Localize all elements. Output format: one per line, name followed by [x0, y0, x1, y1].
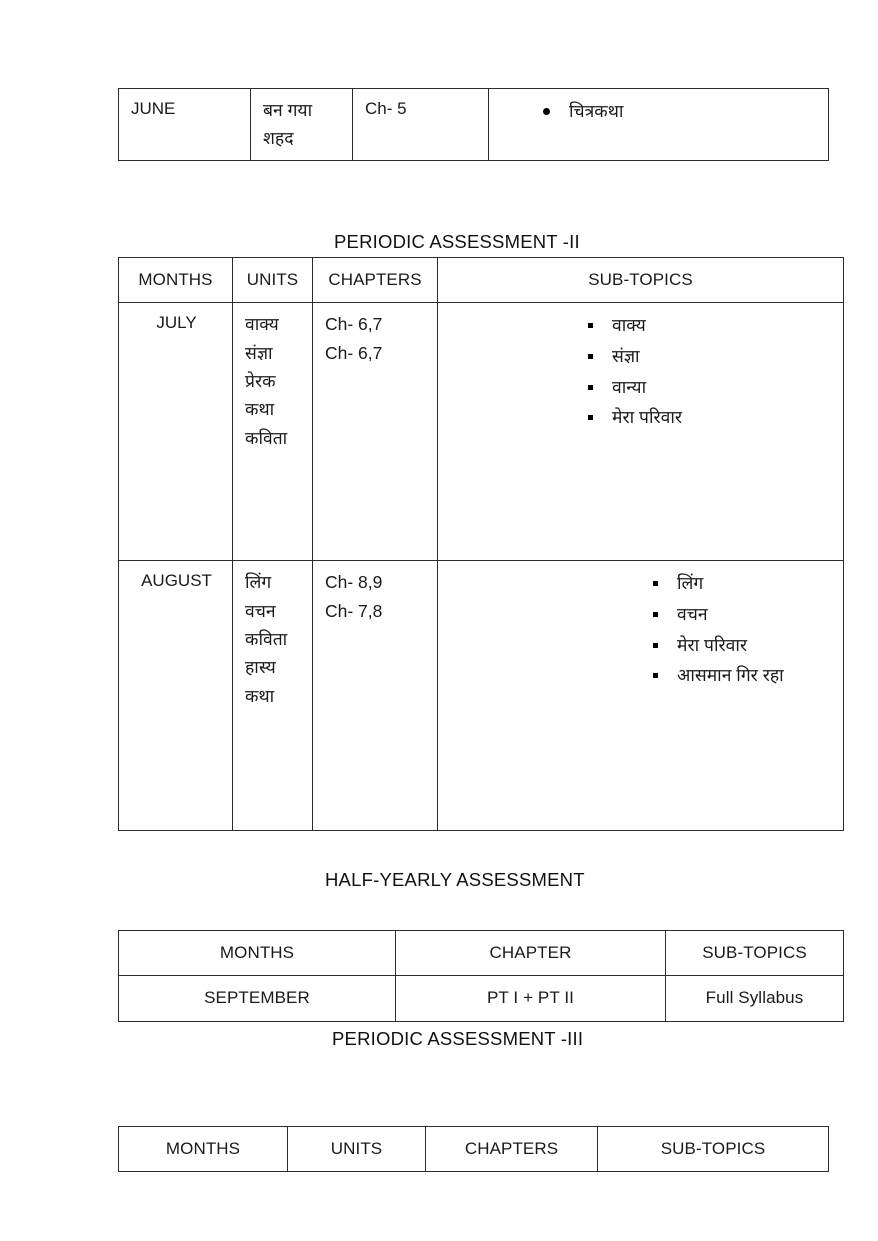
- june-unit-line: बन गया: [263, 100, 313, 120]
- periodic-assessment-2-title: PERIODIC ASSESSMENT -II: [334, 231, 580, 252]
- june-unit-line: शहद: [263, 128, 294, 149]
- july-chapter-line: Ch- 6,7: [325, 342, 383, 363]
- list-item: वचन: [643, 599, 843, 630]
- august-unit-line: लिंग: [245, 572, 272, 593]
- june-month-label: JUNE: [131, 99, 176, 118]
- july-month-label: JULY: [156, 313, 197, 333]
- july-chapter-line: Ch- 6,7: [325, 314, 383, 335]
- table-row: [119, 89, 829, 161]
- table-row: [119, 303, 844, 561]
- july-unit-line: संज्ञा: [245, 342, 273, 363]
- july-month-cell: [119, 303, 233, 561]
- half-yearly-table: [118, 930, 844, 1022]
- list-item: लिंग: [643, 568, 843, 599]
- september-month-cell: SEPTEMBER: [119, 976, 396, 1021]
- august-chapters-list: [313, 561, 437, 632]
- june-chapter-line: Ch- 5: [365, 99, 407, 118]
- list-item: चित्रकथा: [535, 96, 828, 127]
- june-units-list: [251, 89, 352, 160]
- pa3-header-chapters: CHAPTERS: [426, 1127, 598, 1172]
- july-units-cell: [233, 303, 313, 561]
- august-month-label: AUGUST: [141, 571, 212, 591]
- pa2-header-row: [119, 258, 844, 303]
- august-unit-line: हास्य: [245, 657, 276, 678]
- july-subtopics-cell: [438, 303, 844, 561]
- periodic-assessment-2-table: [118, 257, 844, 831]
- list-item: संज्ञा: [578, 341, 843, 372]
- table-row: [119, 976, 844, 1021]
- june-month-cell: [119, 89, 251, 161]
- july-units-list: [233, 303, 312, 459]
- august-chapter-line: Ch- 8,9: [325, 572, 383, 593]
- august-subtopics-wrap: [438, 561, 843, 698]
- august-units-list: [233, 561, 312, 717]
- pa3-header-months: MONTHS: [119, 1127, 288, 1172]
- half-yearly-header-row: [119, 931, 844, 976]
- june-subtopics-cell: [489, 89, 829, 161]
- pa2-header-units: UNITS: [233, 258, 313, 303]
- list-item: मेरा परिवार: [643, 630, 843, 661]
- august-subtopics-list: [643, 568, 843, 691]
- table-row: [119, 561, 844, 831]
- july-chapters-list: [313, 303, 437, 374]
- half-yearly-header-months: MONTHS: [119, 931, 396, 976]
- august-unit-line: कविता: [245, 629, 288, 650]
- pa3-header-row: [119, 1127, 829, 1172]
- august-subtopics-cell: [438, 561, 844, 831]
- june-table: [118, 88, 829, 161]
- list-item: आसमान गिर रहा: [643, 660, 843, 691]
- september-subtopics-cell: Full Syllabus: [666, 976, 844, 1021]
- july-unit-line: वाक्य: [245, 314, 279, 335]
- list-item: वान्या: [578, 372, 843, 403]
- july-subtopics-wrap: [438, 303, 843, 440]
- periodic-assessment-3-title: PERIODIC ASSESSMENT -III: [332, 1028, 584, 1049]
- pa2-header-months: MONTHS: [119, 258, 233, 303]
- july-subtopics-list: [578, 310, 843, 433]
- pa3-header-subtopics: SUB-TOPICS: [598, 1127, 829, 1172]
- half-yearly-header-chapter: CHAPTER: [396, 931, 666, 976]
- pa3-header-units: UNITS: [288, 1127, 426, 1172]
- august-unit-line: कथा: [245, 685, 275, 706]
- july-chapters-cell: [313, 303, 438, 561]
- list-item: मेरा परिवार: [578, 402, 843, 433]
- july-unit-line: कथा: [245, 399, 275, 420]
- pa2-header-chapters: CHAPTERS: [313, 258, 438, 303]
- june-units-cell: [251, 89, 353, 161]
- august-unit-line: वचन: [245, 600, 276, 621]
- august-chapters-cell: [313, 561, 438, 831]
- june-subtopics-wrap: [489, 89, 828, 134]
- august-month-cell: [119, 561, 233, 831]
- september-chapter-cell: PT I + PT II: [396, 976, 666, 1021]
- half-yearly-assessment-title: HALF-YEARLY ASSESSMENT: [325, 869, 585, 890]
- july-unit-line: प्रेरक: [245, 371, 276, 392]
- august-units-cell: [233, 561, 313, 831]
- list-item: वाक्य: [578, 310, 843, 341]
- june-chapters-cell: [353, 89, 489, 161]
- july-unit-line: कविता: [245, 427, 288, 448]
- periodic-assessment-3-table: [118, 1126, 829, 1172]
- june-subtopics-list: [535, 96, 828, 127]
- half-yearly-header-subtopics: SUB-TOPICS: [666, 931, 844, 976]
- pa2-header-subtopics: SUB-TOPICS: [438, 258, 844, 303]
- august-chapter-line: Ch- 7,8: [325, 600, 383, 621]
